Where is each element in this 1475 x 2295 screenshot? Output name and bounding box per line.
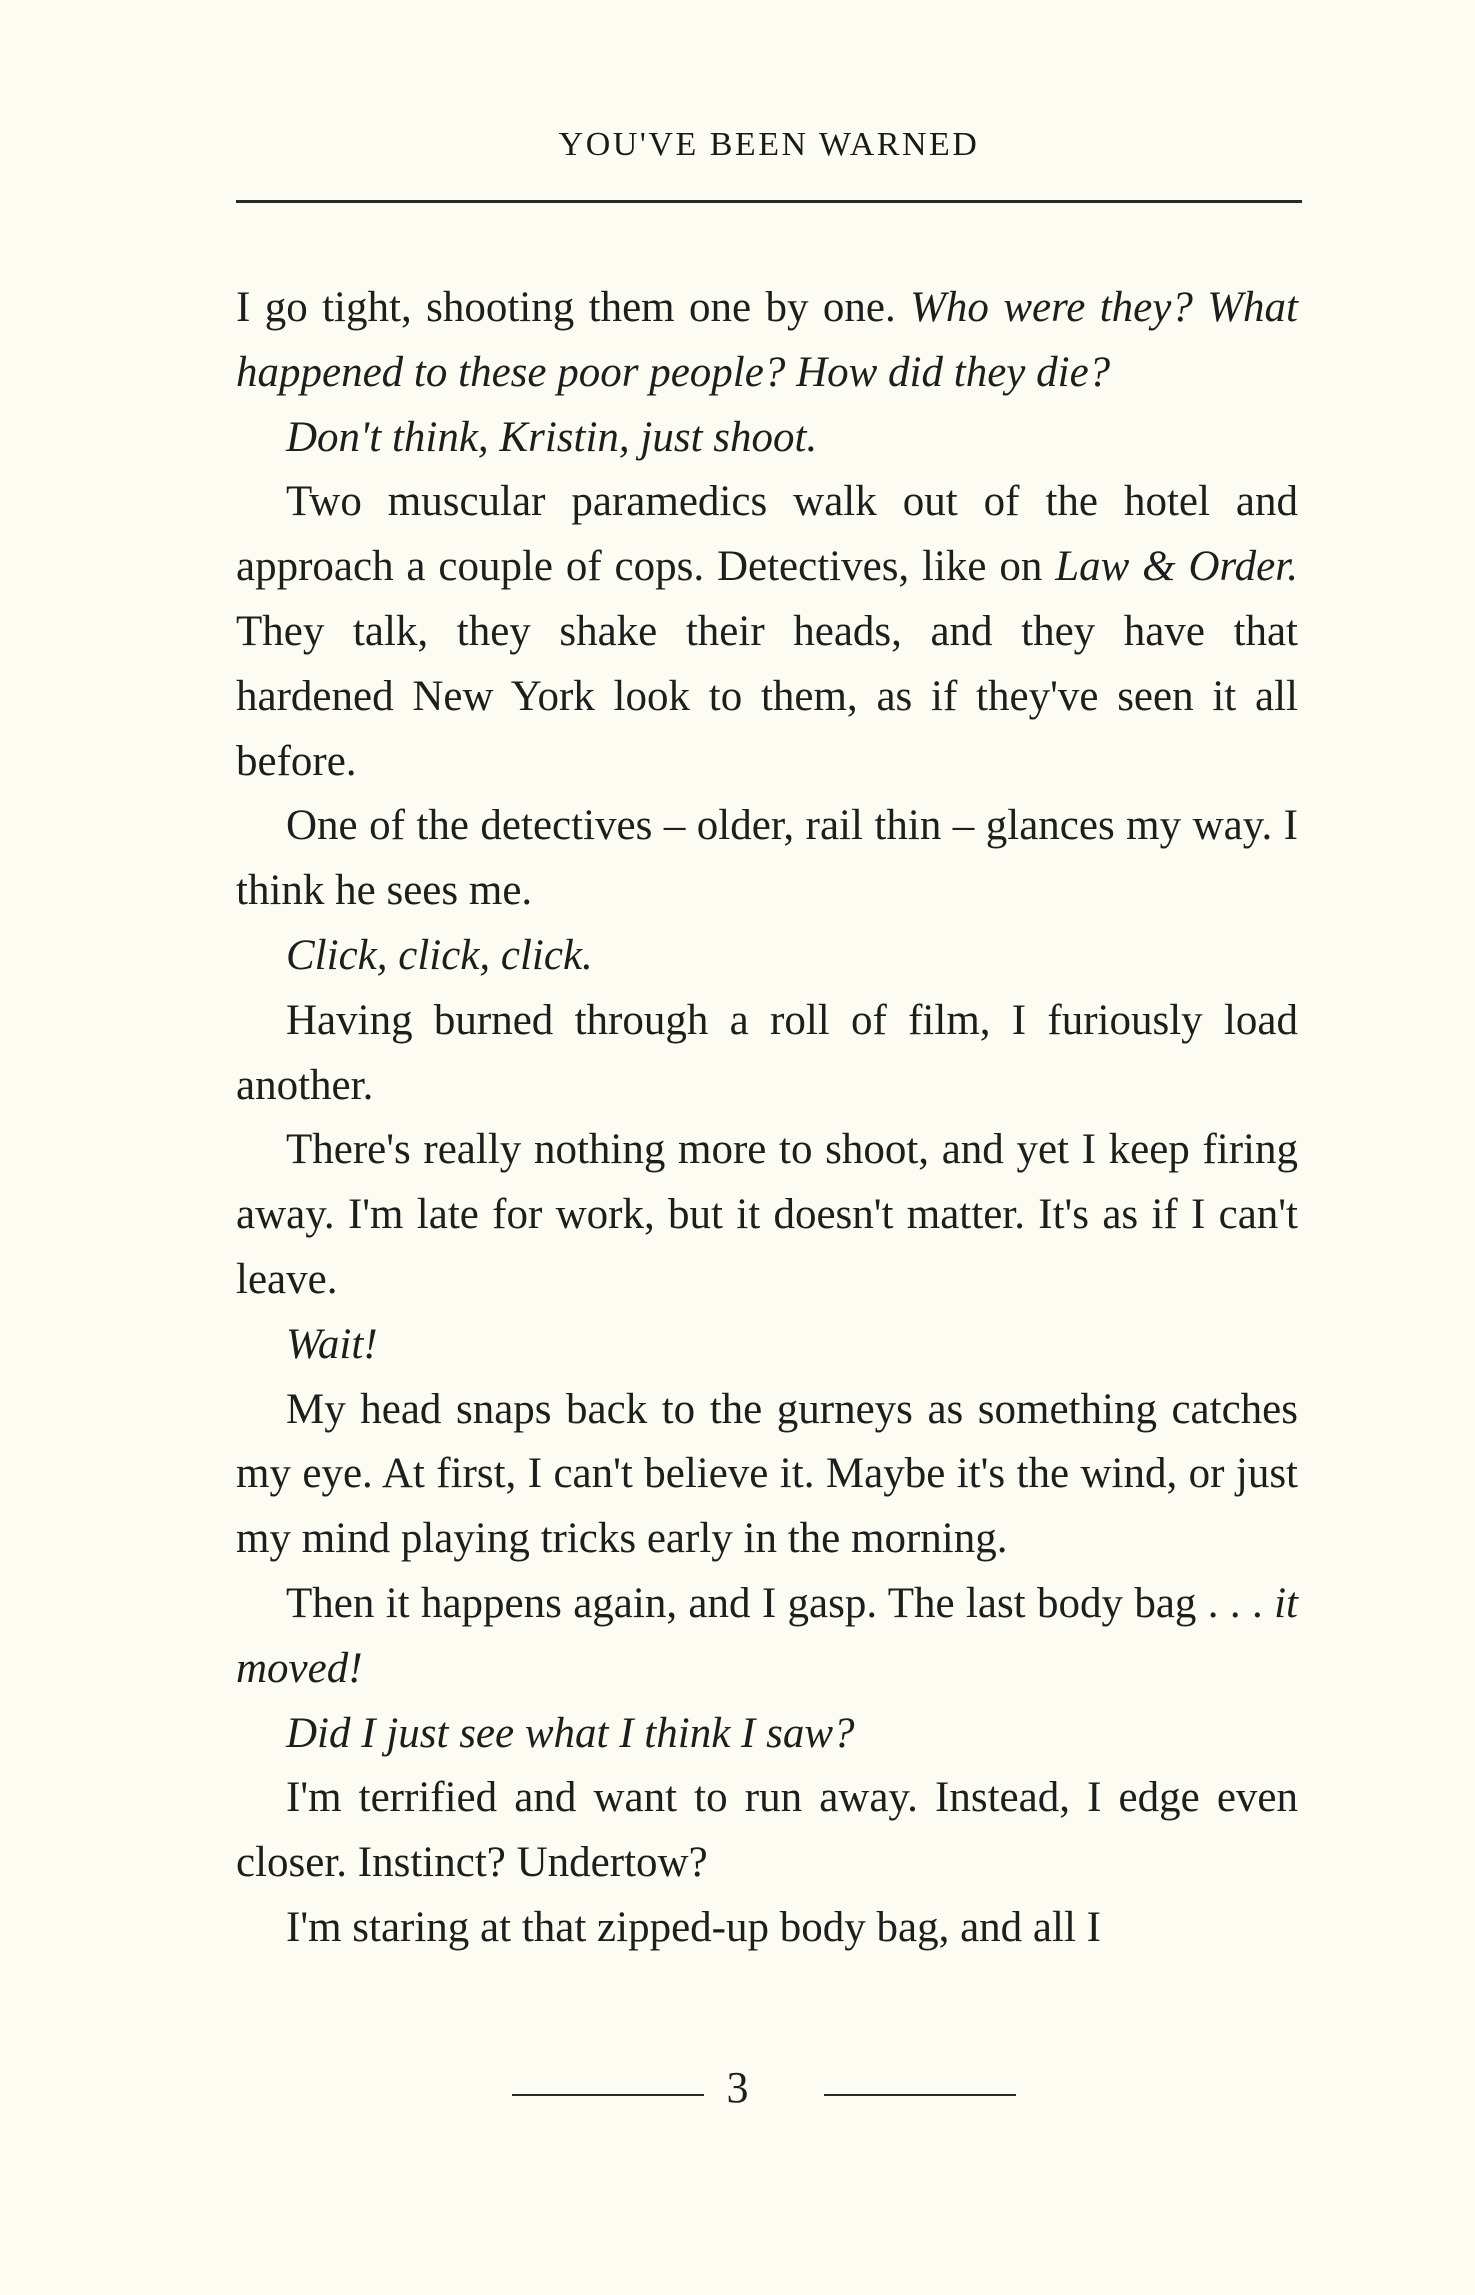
text-run: One of the detectives – older, rail thin – glances my way. I think he sees me. (236, 802, 1298, 915)
text-run: I'm terrified and want to run away. Instead, I edge even closer. Instinct? Undertow? (236, 1774, 1298, 1887)
paragraph (236, 989, 1298, 1119)
paragraph (236, 1766, 1298, 1896)
text-run: There's really nothing more to shoot, and yet I keep firing away. I'm late for work, but it doesn't matter. It's as if I can't leave. (236, 1126, 1298, 1303)
paragraph (236, 1118, 1298, 1312)
paragraph (236, 924, 1298, 989)
paragraph (236, 794, 1298, 924)
paragraph (236, 470, 1298, 794)
paragraph (236, 406, 1298, 471)
paragraph (236, 1378, 1298, 1572)
header-rule (236, 200, 1302, 203)
italic-text: Wait! (286, 1320, 378, 1368)
italic-text: it moved! (236, 1579, 1298, 1692)
text-run: I'm staring at that zipped-up body bag, and all I (286, 1903, 1101, 1951)
italic-text: Click, click, click. (286, 931, 593, 979)
paragraph (236, 1896, 1298, 1961)
body-text (236, 276, 1298, 1961)
text-run: My head snaps back to the gurneys as something catches my eye. At first, I can't believe it. Maybe it's the wind, or just my mind playing tricks early in the morning. (236, 1385, 1298, 1563)
paragraph (236, 276, 1298, 406)
text-run: Having burned through a roll of film, I furiously load another. (236, 996, 1298, 1109)
paragraph (236, 1702, 1298, 1767)
italic-text: Did I just see what I think I saw? (286, 1709, 855, 1757)
running-head: YOU'VE BEEN WARNED (558, 126, 980, 163)
page-number: 3 (726, 2063, 749, 2112)
text-run: They talk, they shake their heads, and they have that hardened New York look to them, as if they've seen it all before. (236, 607, 1298, 785)
text-run: Two muscular paramedics walk out of the hotel and approach a couple of cops. Detectives, like on (236, 478, 1298, 591)
folio-rule-right (824, 2094, 1016, 2096)
italic-text: Law & Order. (1055, 543, 1298, 591)
text-run: Then it happens again, and I gasp. The last body bag . . . (286, 1579, 1275, 1627)
paragraph (236, 1313, 1298, 1378)
italic-text: Don't think, Kristin, just shoot. (286, 413, 818, 461)
paragraph (236, 1572, 1298, 1702)
italic-text: Who were they? What happened to these poor people? How did they die? (236, 284, 1298, 396)
text-run: I go tight, shooting them one by one. (236, 284, 911, 331)
